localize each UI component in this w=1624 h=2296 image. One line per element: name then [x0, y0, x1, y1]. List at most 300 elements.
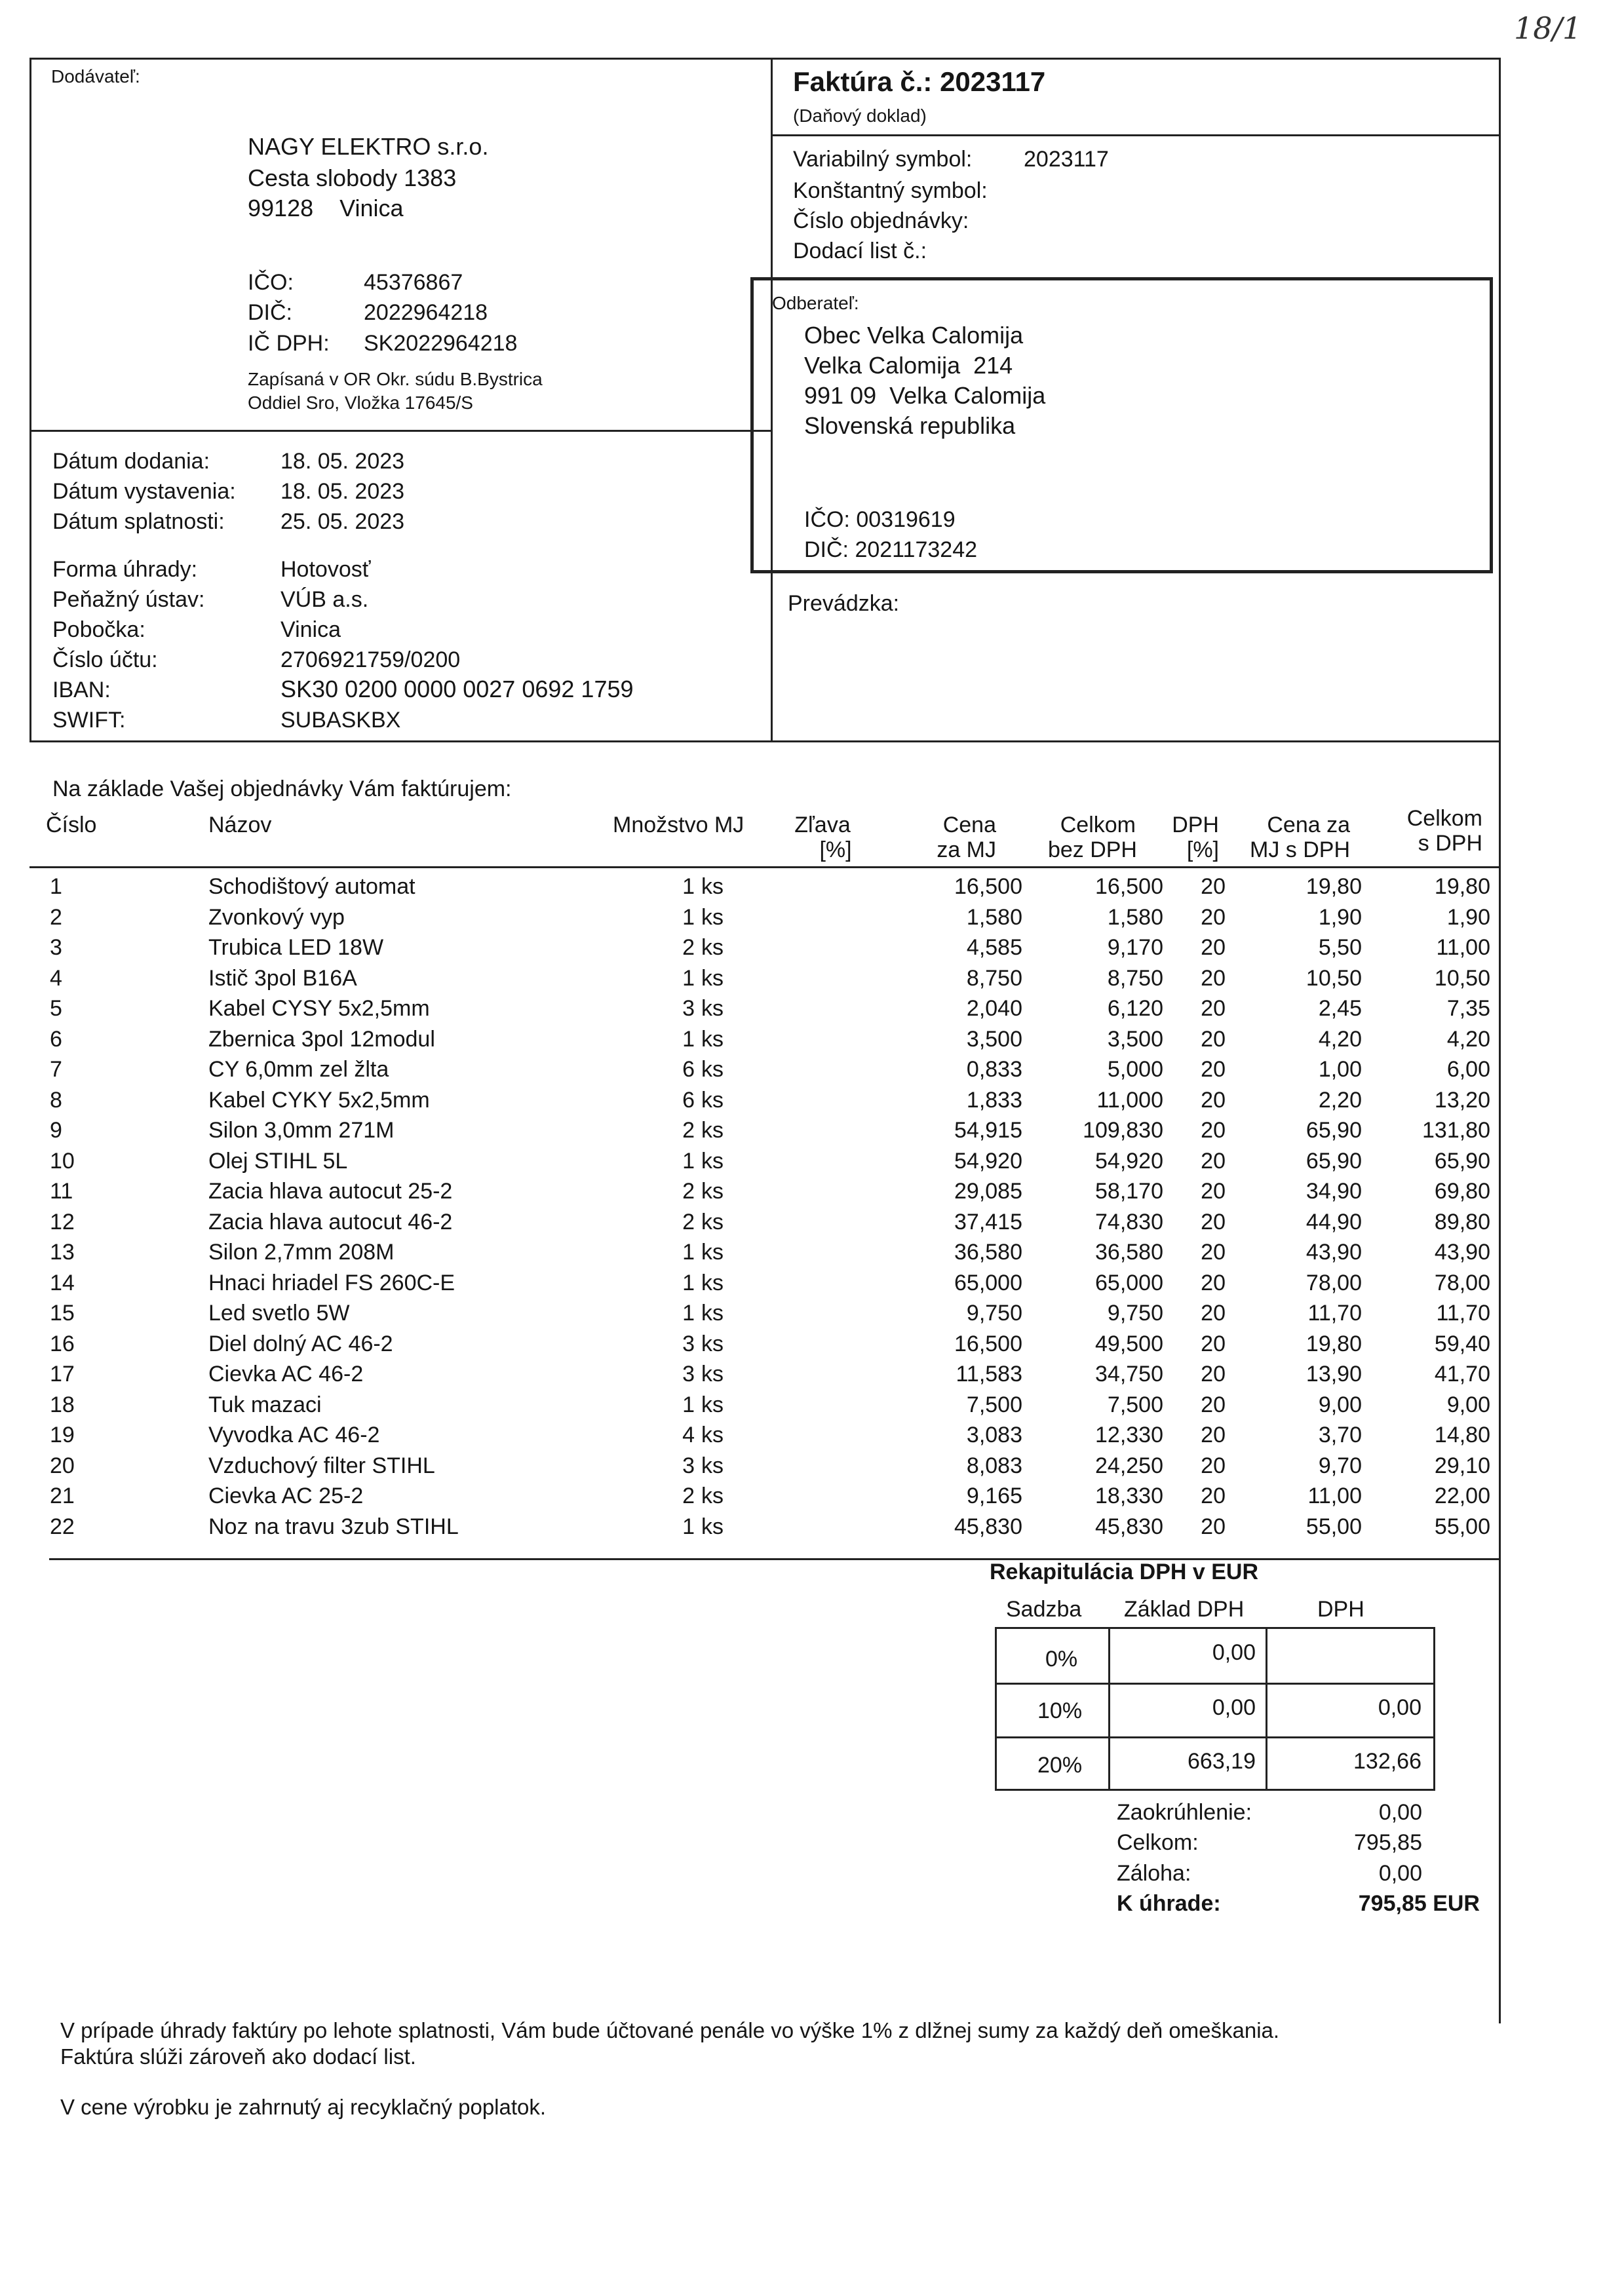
item-name: Vzduchový filter STIHL	[208, 1453, 435, 1478]
item-name: Silon 2,7mm 208M	[208, 1240, 395, 1265]
item-unit: ks	[701, 1514, 724, 1539]
item-quantity: 6	[682, 1057, 695, 1082]
item-unit-price-incl-vat: 65,90	[1305, 1118, 1362, 1143]
table-row	[26, 993, 1501, 1024]
item-vat-rate: 20	[1201, 874, 1226, 899]
vat-base-0: 0,00	[1212, 1640, 1256, 1665]
table-row	[26, 902, 1501, 932]
payment-method-label: Forma úhrady:	[52, 557, 198, 582]
item-number: 14	[50, 1270, 75, 1295]
item-unit: ks	[701, 1270, 724, 1295]
item-unit: ks	[701, 1240, 724, 1265]
order-number-label: Číslo objednávky:	[793, 208, 969, 233]
item-name: Noz na travu 3zub STIHL	[208, 1514, 459, 1539]
variable-symbol-value: 2023117	[1024, 147, 1109, 172]
item-total-excl-vat: 9,170	[1107, 935, 1163, 960]
item-unit-price: 65,000	[954, 1270, 1022, 1295]
item-total-excl-vat: 6,120	[1107, 996, 1163, 1021]
frame-left-border	[29, 58, 31, 742]
col-header-number: Číslo	[46, 813, 97, 837]
item-unit-price-incl-vat: 43,90	[1305, 1240, 1362, 1265]
item-unit: ks	[701, 874, 724, 899]
item-quantity: 1	[682, 904, 695, 930]
col-header-quantity: Množstvo MJ	[613, 813, 744, 837]
item-number: 9	[50, 1118, 62, 1143]
item-number: 6	[50, 1026, 62, 1052]
item-name: Zvonkový vyp	[208, 904, 345, 930]
table-row	[26, 1451, 1501, 1481]
item-number: 4	[50, 965, 62, 991]
swift: SUBASKBX	[280, 708, 401, 733]
table-row	[26, 1207, 1501, 1237]
customer-country: Slovenská republika	[804, 412, 1016, 439]
item-quantity: 3	[682, 1331, 695, 1356]
amount-due-label: K úhrade:	[1117, 1891, 1221, 1916]
item-unit-price: 0,833	[966, 1057, 1022, 1082]
branch: Vinica	[280, 617, 341, 642]
item-total-excl-vat: 65,000	[1095, 1270, 1163, 1295]
account-label: Číslo účtu:	[52, 647, 158, 672]
item-total-incl-vat: 22,00	[1434, 1483, 1490, 1508]
vat-table-col-divider-1	[1108, 1629, 1110, 1789]
iban-label: IBAN:	[52, 678, 111, 702]
col-header-discount-unit: [%]	[819, 837, 852, 862]
variable-symbol-label: Variabilný symbol:	[793, 147, 973, 172]
item-total-excl-vat: 109,830	[1083, 1118, 1163, 1143]
item-total-excl-vat: 49,500	[1095, 1331, 1163, 1356]
item-total-excl-vat: 24,250	[1095, 1453, 1163, 1478]
item-vat-rate: 20	[1201, 904, 1226, 930]
delivery-note-label: Dodací list č.:	[793, 239, 927, 263]
item-number: 17	[50, 1362, 75, 1387]
item-unit: ks	[701, 1453, 724, 1478]
table-row	[26, 1359, 1501, 1389]
item-total-incl-vat: 11,70	[1436, 1301, 1490, 1326]
delivery-date-label: Dátum dodania:	[52, 449, 210, 474]
item-number: 16	[50, 1331, 75, 1356]
vat-base-20: 663,19	[1188, 1749, 1256, 1774]
item-number: 5	[50, 996, 62, 1021]
supplier-street: Cesta slobody 1383	[248, 164, 457, 191]
item-quantity: 2	[682, 1483, 695, 1508]
item-total-incl-vat: 7,35	[1446, 996, 1490, 1021]
item-unit-price-incl-vat: 9,70	[1318, 1453, 1362, 1478]
item-unit-price-incl-vat: 5,50	[1318, 935, 1362, 960]
item-name: Diel dolný AC 46-2	[208, 1331, 393, 1356]
item-number: 11	[50, 1179, 73, 1204]
table-row	[26, 1115, 1501, 1145]
issue-date-label: Dátum vystavenia:	[52, 479, 236, 504]
rounding-label: Zaokrúhlenie:	[1117, 1800, 1252, 1825]
item-total-incl-vat: 78,00	[1434, 1270, 1490, 1295]
item-unit: ks	[701, 1362, 724, 1387]
item-vat-rate: 20	[1201, 1179, 1226, 1204]
item-quantity: 3	[682, 1362, 695, 1387]
item-quantity: 1	[682, 1392, 695, 1417]
item-unit-price: 16,500	[954, 874, 1022, 899]
item-total-incl-vat: 55,00	[1434, 1514, 1490, 1539]
payment-method: Hotovosť	[280, 557, 371, 582]
item-number: 3	[50, 935, 62, 960]
item-vat-rate: 20	[1201, 965, 1226, 991]
item-total-excl-vat: 34,750	[1095, 1362, 1163, 1387]
col-header-price-vat-unit: MJ s DPH	[1250, 837, 1350, 862]
item-unit-price: 3,083	[966, 1423, 1022, 1447]
item-name: Zacia hlava autocut 25-2	[208, 1179, 453, 1204]
item-unit-price-incl-vat: 13,90	[1305, 1362, 1362, 1387]
table-row	[26, 1146, 1501, 1176]
item-total-excl-vat: 11,000	[1096, 1087, 1163, 1113]
item-total-incl-vat: 43,90	[1434, 1240, 1490, 1265]
item-unit: ks	[701, 935, 724, 960]
item-quantity: 1	[682, 874, 695, 899]
item-total-excl-vat: 18,330	[1095, 1483, 1163, 1508]
supplier-bottom-border	[29, 430, 771, 432]
item-total-incl-vat: 19,80	[1434, 874, 1490, 899]
advance-value: 0,00	[1378, 1861, 1422, 1886]
invoice-intro-text: Na základe Vašej objednávky Vám faktúrujem:	[52, 776, 512, 801]
customer-ico: IČO: 00319619	[804, 507, 956, 532]
col-header-price-vat: Cena za	[1267, 813, 1350, 837]
item-vat-rate: 20	[1201, 1026, 1226, 1052]
item-unit-price-incl-vat: 34,90	[1305, 1179, 1362, 1204]
vat-rate-20: 20%	[1037, 1753, 1083, 1778]
table-row	[26, 1054, 1501, 1084]
item-unit: ks	[701, 1209, 724, 1234]
customer-label: Odberateľ:	[772, 293, 859, 313]
item-total-incl-vat: 65,90	[1434, 1148, 1490, 1174]
total-label: Celkom:	[1117, 1830, 1199, 1855]
item-number: 1	[50, 874, 62, 899]
item-total-excl-vat: 74,830	[1095, 1209, 1163, 1234]
item-quantity: 2	[682, 1118, 695, 1143]
col-header-total-vat-unit: s DPH	[1418, 831, 1482, 856]
item-unit-price: 36,580	[954, 1240, 1022, 1265]
item-name: Zbernica 3pol 12modul	[208, 1026, 435, 1052]
item-name: Led svetlo 5W	[208, 1301, 350, 1326]
vat-amount-20: 132,66	[1353, 1749, 1421, 1774]
items-header-underline	[29, 866, 1501, 868]
item-total-excl-vat: 45,830	[1095, 1514, 1163, 1539]
item-vat-rate: 20	[1201, 1453, 1226, 1478]
supplier-icdph: SK2022964218	[364, 331, 518, 356]
due-date-label: Dátum splatnosti:	[52, 509, 225, 534]
item-quantity: 1	[682, 1301, 695, 1326]
vat-amount-10: 0,00	[1378, 1695, 1421, 1720]
item-total-incl-vat: 10,50	[1434, 965, 1490, 991]
item-unit-price: 11,583	[956, 1362, 1022, 1387]
item-vat-rate: 20	[1201, 1392, 1226, 1417]
item-unit-price: 1,580	[966, 904, 1022, 930]
supplier-dic-label: DIČ:	[248, 300, 292, 325]
item-quantity: 1	[682, 1148, 695, 1174]
customer-city: 991 09 Velka Calomija	[804, 382, 1046, 409]
supplier-ico-label: IČO:	[248, 270, 294, 295]
item-name: Tuk mazaci	[208, 1392, 322, 1417]
item-total-incl-vat: 131,80	[1422, 1118, 1490, 1143]
item-vat-rate: 20	[1201, 1362, 1226, 1387]
item-unit-price-incl-vat: 44,90	[1305, 1209, 1362, 1234]
item-unit-price: 2,040	[966, 996, 1022, 1021]
rounding-value: 0,00	[1378, 1800, 1422, 1825]
item-unit-price: 54,920	[954, 1148, 1022, 1174]
item-vat-rate: 20	[1201, 1483, 1226, 1508]
item-vat-rate: 20	[1201, 1240, 1226, 1265]
table-row	[26, 1024, 1501, 1054]
col-header-vat: DPH	[1172, 813, 1219, 837]
item-unit-price: 16,500	[954, 1331, 1022, 1356]
item-vat-rate: 20	[1201, 996, 1226, 1021]
item-quantity: 2	[682, 935, 695, 960]
premises-label: Prevádzka:	[788, 591, 900, 616]
item-vat-rate: 20	[1201, 1423, 1226, 1447]
item-name: Cievka AC 25-2	[208, 1483, 364, 1508]
item-unit-price-incl-vat: 19,80	[1305, 1331, 1362, 1356]
iban: SK30 0200 0000 0027 0692 1759	[280, 676, 634, 702]
col-header-vat-unit: [%]	[1186, 837, 1219, 862]
vat-table-row-divider-1	[997, 1683, 1433, 1685]
item-unit-price-incl-vat: 3,70	[1318, 1423, 1362, 1447]
vat-rate-0: 0%	[1045, 1647, 1078, 1672]
col-header-price-unit: za MJ	[937, 837, 996, 862]
table-row	[26, 1512, 1501, 1542]
customer-dic: DIČ: 2021173242	[804, 537, 978, 562]
item-quantity: 4	[682, 1423, 695, 1447]
item-quantity: 2	[682, 1179, 695, 1204]
item-unit-price-incl-vat: 9,00	[1318, 1392, 1362, 1417]
table-row	[26, 1268, 1501, 1298]
col-header-name: Názov	[208, 813, 272, 837]
item-unit: ks	[701, 965, 724, 991]
item-vat-rate: 20	[1201, 1148, 1226, 1174]
supplier-register-line2: Oddiel Sro, Vložka 17645/S	[248, 392, 473, 413]
col-header-total-vat: Celkom	[1406, 806, 1482, 831]
item-unit-price: 1,833	[966, 1087, 1022, 1113]
item-unit-price-incl-vat: 11,00	[1307, 1483, 1362, 1508]
item-unit-price: 54,915	[954, 1118, 1022, 1143]
account-number: 2706921759/0200	[280, 647, 461, 672]
supplier-icdph-label: IČ DPH:	[248, 331, 330, 356]
item-unit: ks	[701, 1301, 724, 1326]
amount-due-value: 795,85 EUR	[1358, 1891, 1480, 1916]
table-row	[26, 871, 1501, 902]
item-unit-price: 9,165	[966, 1483, 1022, 1508]
table-row	[26, 1085, 1501, 1115]
item-name: Istič 3pol B16A	[208, 965, 357, 991]
item-total-incl-vat: 1,90	[1446, 904, 1490, 930]
item-number: 21	[50, 1483, 75, 1508]
supplier-label: Dodávateľ:	[51, 66, 140, 86]
item-vat-rate: 20	[1201, 1270, 1226, 1295]
item-unit-price: 4,585	[966, 935, 1022, 960]
item-quantity: 1	[682, 965, 695, 991]
customer-name: Obec Velka Calomija	[804, 322, 1024, 349]
table-row	[26, 932, 1501, 963]
item-quantity: 1	[682, 1270, 695, 1295]
table-row	[26, 1176, 1501, 1206]
item-unit-price: 3,500	[966, 1026, 1022, 1052]
supplier-register-line1: Zapísaná v OR Okr. súdu B.Bystrica	[248, 369, 543, 389]
item-unit: ks	[701, 1026, 724, 1052]
item-total-incl-vat: 69,80	[1434, 1179, 1490, 1204]
item-total-excl-vat: 16,500	[1095, 874, 1163, 899]
item-quantity: 1	[682, 1240, 695, 1265]
item-unit: ks	[701, 1392, 724, 1417]
item-unit: ks	[701, 1483, 724, 1508]
item-name: Trubica LED 18W	[208, 935, 384, 960]
item-unit-price-incl-vat: 55,00	[1305, 1514, 1362, 1539]
vat-base-10: 0,00	[1212, 1695, 1256, 1720]
item-unit-price-incl-vat: 1,00	[1318, 1057, 1362, 1082]
item-name: Silon 3,0mm 271M	[208, 1118, 395, 1143]
item-total-incl-vat: 41,70	[1434, 1362, 1490, 1387]
item-unit: ks	[701, 1148, 724, 1174]
item-unit: ks	[701, 1423, 724, 1447]
item-total-excl-vat: 8,750	[1107, 965, 1163, 991]
item-vat-rate: 20	[1201, 1331, 1226, 1356]
customer-street: Velka Calomija 214	[804, 352, 1013, 379]
item-unit-price-incl-vat: 1,90	[1318, 904, 1362, 930]
bank: VÚB a.s.	[280, 587, 369, 612]
item-total-excl-vat: 1,580	[1107, 904, 1163, 930]
supplier-ico: 45376867	[364, 270, 463, 295]
customer-box	[750, 277, 1493, 573]
item-unit: ks	[701, 1118, 724, 1143]
item-unit-price-incl-vat: 2,20	[1318, 1087, 1362, 1113]
item-unit: ks	[701, 1179, 724, 1204]
item-total-incl-vat: 29,10	[1434, 1453, 1490, 1478]
due-date: 25. 05. 2023	[280, 509, 405, 534]
col-header-discount: Zľava	[794, 813, 851, 837]
invoice-title: Faktúra č.: 2023117	[793, 66, 1046, 97]
delivery-date: 18. 05. 2023	[280, 449, 405, 474]
item-name: Schodištový automat	[208, 874, 416, 899]
supplier-dic: 2022964218	[364, 300, 488, 325]
item-total-incl-vat: 6,00	[1446, 1057, 1490, 1082]
bank-label: Peňažný ústav:	[52, 587, 205, 612]
supplier-name: NAGY ELEKTRO s.r.o.	[248, 133, 489, 160]
item-total-incl-vat: 59,40	[1434, 1331, 1490, 1356]
item-unit-price: 8,750	[966, 965, 1022, 991]
item-vat-rate: 20	[1201, 1087, 1226, 1113]
vat-col-vat: DPH	[1317, 1597, 1364, 1622]
item-total-excl-vat: 12,330	[1095, 1423, 1163, 1447]
item-total-excl-vat: 5,000	[1107, 1057, 1163, 1082]
item-name: Zacia hlava autocut 46-2	[208, 1209, 453, 1234]
advance-label: Záloha:	[1117, 1861, 1191, 1886]
item-vat-rate: 20	[1201, 1209, 1226, 1234]
invoice-subtitle-underline	[771, 134, 1499, 136]
item-total-incl-vat: 89,80	[1434, 1209, 1490, 1234]
vat-table-col-divider-2	[1266, 1629, 1267, 1789]
item-unit-price-incl-vat: 19,80	[1305, 874, 1362, 899]
item-name: Kabel CYKY 5x2,5mm	[208, 1087, 430, 1113]
item-total-excl-vat: 54,920	[1095, 1148, 1163, 1174]
item-name: Olej STIHL 5L	[208, 1148, 348, 1174]
item-total-incl-vat: 9,00	[1446, 1392, 1490, 1417]
delivery-note-statement: Faktúra slúži zároveň ako dodací list.	[60, 2044, 416, 2069]
item-number: 7	[50, 1057, 62, 1082]
supplier-city: 99128 Vinica	[248, 195, 404, 221]
item-unit-price-incl-vat: 78,00	[1305, 1270, 1362, 1295]
item-number: 22	[50, 1514, 75, 1539]
item-name: Hnaci hriadel FS 260C-E	[208, 1270, 455, 1295]
item-total-incl-vat: 14,80	[1434, 1423, 1490, 1447]
issue-date: 18. 05. 2023	[280, 479, 405, 504]
item-unit-price-incl-vat: 11,70	[1307, 1301, 1362, 1326]
item-number: 18	[50, 1392, 75, 1417]
item-unit: ks	[701, 996, 724, 1021]
item-quantity: 2	[682, 1209, 695, 1234]
item-total-excl-vat: 3,500	[1107, 1026, 1163, 1052]
item-quantity: 1	[682, 1514, 695, 1539]
items-bottom-line	[49, 1558, 1499, 1560]
item-number: 19	[50, 1423, 75, 1447]
item-number: 12	[50, 1209, 75, 1234]
item-unit: ks	[701, 1331, 724, 1356]
branch-label: Pobočka:	[52, 617, 145, 642]
item-unit-price: 7,500	[966, 1392, 1022, 1417]
item-total-excl-vat: 58,170	[1095, 1179, 1163, 1204]
item-vat-rate: 20	[1201, 1301, 1226, 1326]
item-unit: ks	[701, 1057, 724, 1082]
frame-top-border	[29, 58, 1501, 60]
item-number: 13	[50, 1240, 75, 1265]
recycling-fee-note: V cene výrobku je zahrnutý aj recyklačný poplatok.	[60, 2095, 547, 2119]
item-quantity: 3	[682, 996, 695, 1021]
item-quantity: 1	[682, 1026, 695, 1052]
item-unit-price: 37,415	[954, 1209, 1022, 1234]
item-unit-price-incl-vat: 10,50	[1305, 965, 1362, 991]
item-total-incl-vat: 4,20	[1446, 1026, 1490, 1052]
item-unit-price-incl-vat: 2,45	[1318, 996, 1362, 1021]
item-unit-price: 29,085	[954, 1179, 1022, 1204]
item-number: 10	[50, 1148, 75, 1174]
item-quantity: 3	[682, 1453, 695, 1478]
item-number: 8	[50, 1087, 62, 1113]
item-total-excl-vat: 7,500	[1107, 1392, 1163, 1417]
item-number: 2	[50, 904, 62, 930]
table-row	[26, 963, 1501, 993]
item-vat-rate: 20	[1201, 1514, 1226, 1539]
item-total-incl-vat: 13,20	[1434, 1087, 1490, 1113]
item-vat-rate: 20	[1201, 935, 1226, 960]
item-quantity: 6	[682, 1087, 695, 1113]
table-row	[26, 1329, 1501, 1359]
header-bottom-border	[29, 740, 1501, 742]
item-vat-rate: 20	[1201, 1057, 1226, 1082]
handwritten-page-mark: 18/1	[1514, 10, 1582, 46]
item-total-excl-vat: 36,580	[1095, 1240, 1163, 1265]
item-unit-price: 8,083	[966, 1453, 1022, 1478]
col-header-total: Celkom	[1060, 813, 1136, 837]
vat-summary-table	[995, 1627, 1435, 1791]
table-row	[26, 1237, 1501, 1267]
vat-col-base: Základ DPH	[1124, 1597, 1245, 1622]
item-unit: ks	[701, 904, 724, 930]
total-value: 795,85	[1354, 1830, 1422, 1855]
vat-summary-title: Rekapitulácia DPH v EUR	[990, 1559, 1259, 1584]
swift-label: SWIFT:	[52, 708, 126, 733]
item-name: Cievka AC 46-2	[208, 1362, 364, 1387]
table-row	[26, 1481, 1501, 1511]
item-name: Kabel CYSY 5x2,5mm	[208, 996, 430, 1021]
item-unit-price: 9,750	[966, 1301, 1022, 1326]
constant-symbol-label: Konštantný symbol:	[793, 178, 988, 203]
table-row	[26, 1390, 1501, 1420]
item-unit-price-incl-vat: 4,20	[1318, 1026, 1362, 1052]
item-name: Vyvodka AC 46-2	[208, 1423, 380, 1447]
